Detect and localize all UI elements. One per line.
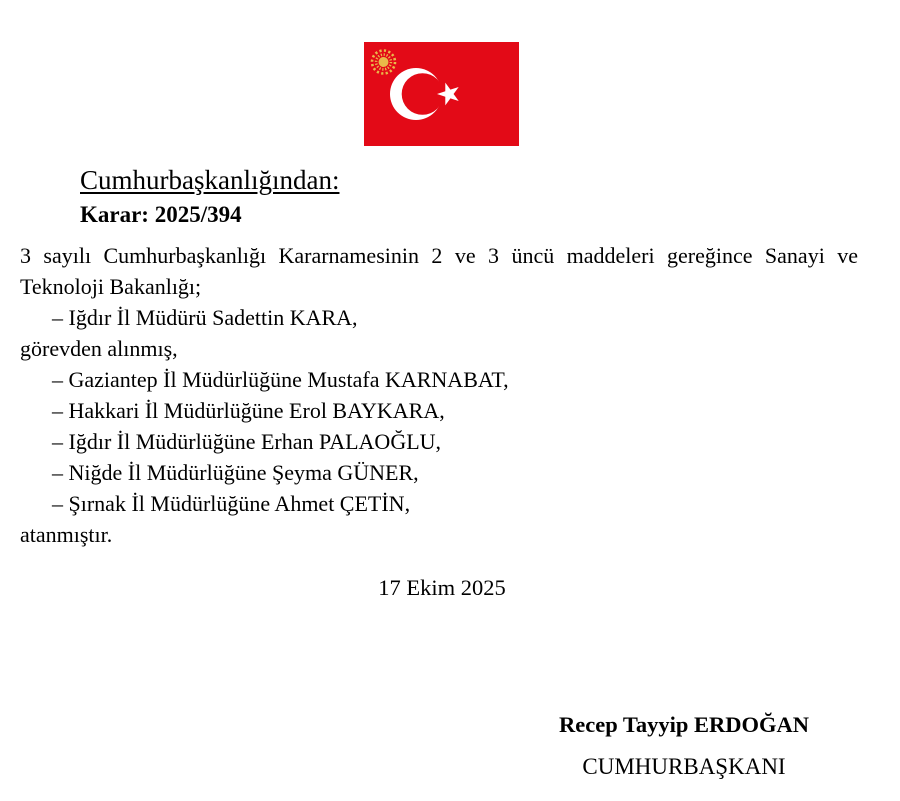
intro-paragraph: 3 sayılı Cumhurbaşkanlığı Kararnamesinin 2 ve 3 üncü maddeleri gereğince Sanayi ve Teknoloji Bakanlığı; xyxy=(20,243,858,299)
issuer-heading: Cumhurbaşkanlığından: xyxy=(80,165,340,195)
appointment-item: – Niğde İl Müdürlüğüne Şeyma GÜNER, xyxy=(52,460,419,485)
seal-sun xyxy=(379,57,389,67)
decree-body xyxy=(20,240,858,550)
appointment-item: – Iğdır İl Müdürlüğüne Erhan PALAOĞLU, xyxy=(52,429,442,454)
dismissal-closing: görevden alınmış, xyxy=(20,336,178,361)
dismissal-item: – Iğdır İl Müdürü Sadettin KARA, xyxy=(52,305,358,330)
decision-number: Karar: 2025/394 xyxy=(80,202,242,227)
appointment-item: – Hakkari İl Müdürlüğüne Erol BAYKARA, xyxy=(52,398,445,423)
appointment-item: – Şırnak İl Müdürlüğüne Ahmet ÇETİN, xyxy=(52,491,411,516)
appointment-closing: atanmıştır. xyxy=(20,522,113,547)
signatory-name: Recep Tayyip ERDOĞAN xyxy=(558,712,810,737)
decree-date: 17 Ekim 2025 xyxy=(378,575,506,600)
appointment-item: – Gaziantep İl Müdürlüğüne Mustafa KARNABAT, xyxy=(52,367,509,392)
turkish-flag-icon xyxy=(364,42,519,146)
signatory-title: CUMHURBAŞKANI xyxy=(582,754,786,779)
